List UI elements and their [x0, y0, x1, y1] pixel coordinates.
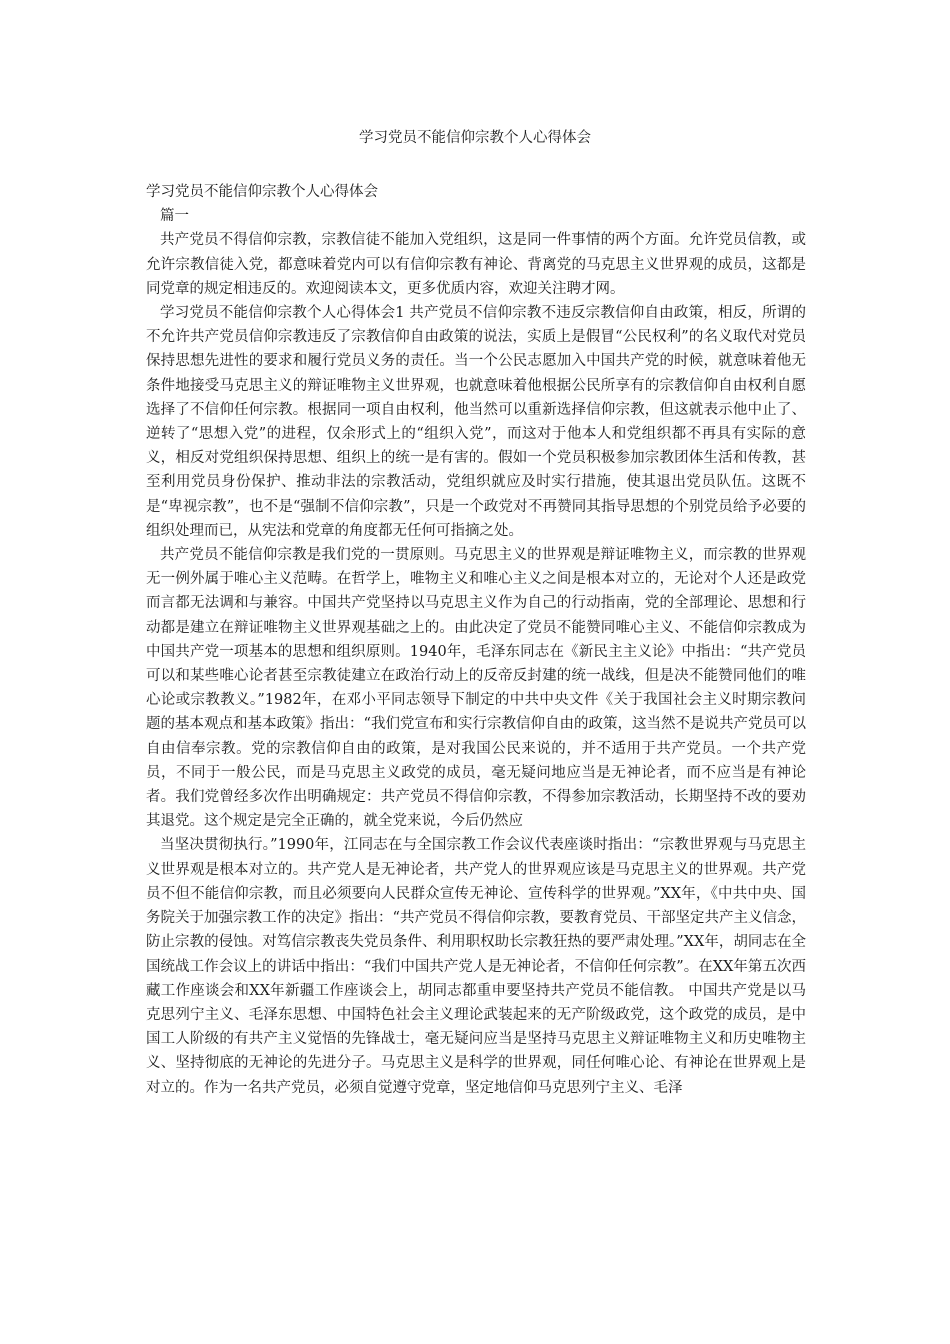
paragraph: 共产党员不能信仰宗教是我们党的一贯原则。马克思主义的世界观是辩证唯物主义，而宗教的世界观无一例外属于唯心主义范畴。在哲学上，唯物主义和唯心主义之间是根本对立的，无论对个人还是政党而言都无法调和与兼容。中国共产党坚持以马克思主义作为自己的行动指南，党的全部理论、思想和行动都是建立在辩证唯物主义世界观基础之上的。由此决定了党员不能赞同唯心主义、不能信仰宗教成为中国共产党一项基本的思想和组织原则。1940年，毛泽东同志在《新民主主义论》中指出：“共产党员可以和某些唯心论者甚至宗教徒建立在政治行动上的反帝反封建的统一战线，但是决不能赞同他们的唯心论或宗教教义。”1982年，在邓小平同志领导下制定的中共中央文件《关于我国社会主义时期宗教问题的基本观点和基本政策》指出：“我们党宣布和实行宗教信仰自由的政策，这当然不是说共产党员可以自由信奉宗教。党的宗教信仰自由的政策，是对我国公民来说的，并不适用于共产党员。一个共产党员，不同于一般公民，而是马克思主义政党的成员，毫无疑问地应当是无神论者，而不应当是有神论者。我们党曾经多次作出明确规定：共产党员不得信仰宗教，不得参加宗教活动，长期坚持不改的要劝其退党。这个规定是完全正确的，就全党来说，今后仍然应: [146, 547, 806, 830]
paragraph: 共产党员不得信仰宗教，宗教信徒不能加入党组织，这是同一件事情的两个方面。允许党员信教，或允许宗教信徒入党，都意味着党内可以有信仰宗教有神论、背离党的马克思主义世界观的成员，这都是同党章的规定相违反的。欢迎阅读本文，更多优质内容，欢迎关注聘才网。: [146, 232, 806, 297]
paragraph: 学习党员不能信仰宗教个人心得体会1 共产党员不信仰宗教不违反宗教信仰自由政策，相反，所谓的不允许共产党员信仰宗教违反了宗教信仰自由政策的说法，实质上是假冒“公民权利”的名义取代对党员保持思想先进性的要求和履行党员义务的责任。当一个公民志愿加入中国共产党的时候，就意味着他无条件地接受马克思主义的辩证唯物主义世界观，也就意味着他根据公民所享有的宗教信仰自由权利自愿选择了不信仰任何宗教。根据同一项自由权利，他当然可以重新选择信仰宗教，但这就表示他中止了、逆转了“思想入党”的进程，仅余形式上的“组织入党”，而这对于他本人和党组织都不再具有实际的意义，相反对党组织保持思想、组织上的统一是有害的。假如一个党员积极参加宗教团体生活和传教，甚至利用党员身份保护、推动非法的宗教活动，党组织就应及时实行措施，使其退出党员队伍。这既不是“卑视宗教”，也不是“强制不信仰宗教”，只是一个政党对不再赞同其指导思想的个别党员给予必要的组织处理而已，从宪法和党章的角度都无任何可指摘之处。: [146, 305, 806, 539]
section-label: 篇一: [160, 208, 189, 225]
document-title: 学习党员不能信仰宗教个人心得体会: [359, 130, 591, 146]
document-subtitle: 学习党员不能信仰宗教个人心得体会: [146, 184, 378, 200]
document-body: [146, 180, 806, 1100]
paragraph: 当坚决贯彻执行。”1990年，江同志在与全国宗教工作会议代表座谈时指出：“宗教世界观与马克思主义世界观是根本对立的。共产党人是无神论者，共产党人的世界观应该是马克思主义的世界观。共产党员不但不能信仰宗教，而且必须要向人民群众宣传无神论、宣传科学的世界观。”XX年，《中共中央、国务院关于加强宗教工作的决定》指出：“共产党员不得信仰宗教，要教育党员、干部坚定共产主义信念，防止宗教的侵蚀。对笃信宗教丧失党员条件、利用职权助长宗教狂热的要严肃处理。”XX年，胡同志在全国统战工作会议上的讲话中指出：“我们中国共产党人是无神论者，不信仰任何宗教”。在XX年第五次西藏工作座谈会和XX年新疆工作座谈会上，胡同志都重申要坚持共产党员不能信教。 中国共产党是以马克思列宁主义、毛泽东思想、中国特色社会主义理论武装起来的无产阶级政党，这个政党的成员，是中国工人阶级的有共产主义觉悟的先锋战士，毫无疑问应当是坚持马克思主义辩证唯物主义和历史唯物主义、坚持彻底的无神论的先进分子。马克思主义是科学的世界观，同任何唯心论、有神论在世界观上是对立的。作为一名共产党员，必须自觉遵守党章，坚定地信仰马克思列宁主义、毛泽: [146, 837, 806, 1096]
